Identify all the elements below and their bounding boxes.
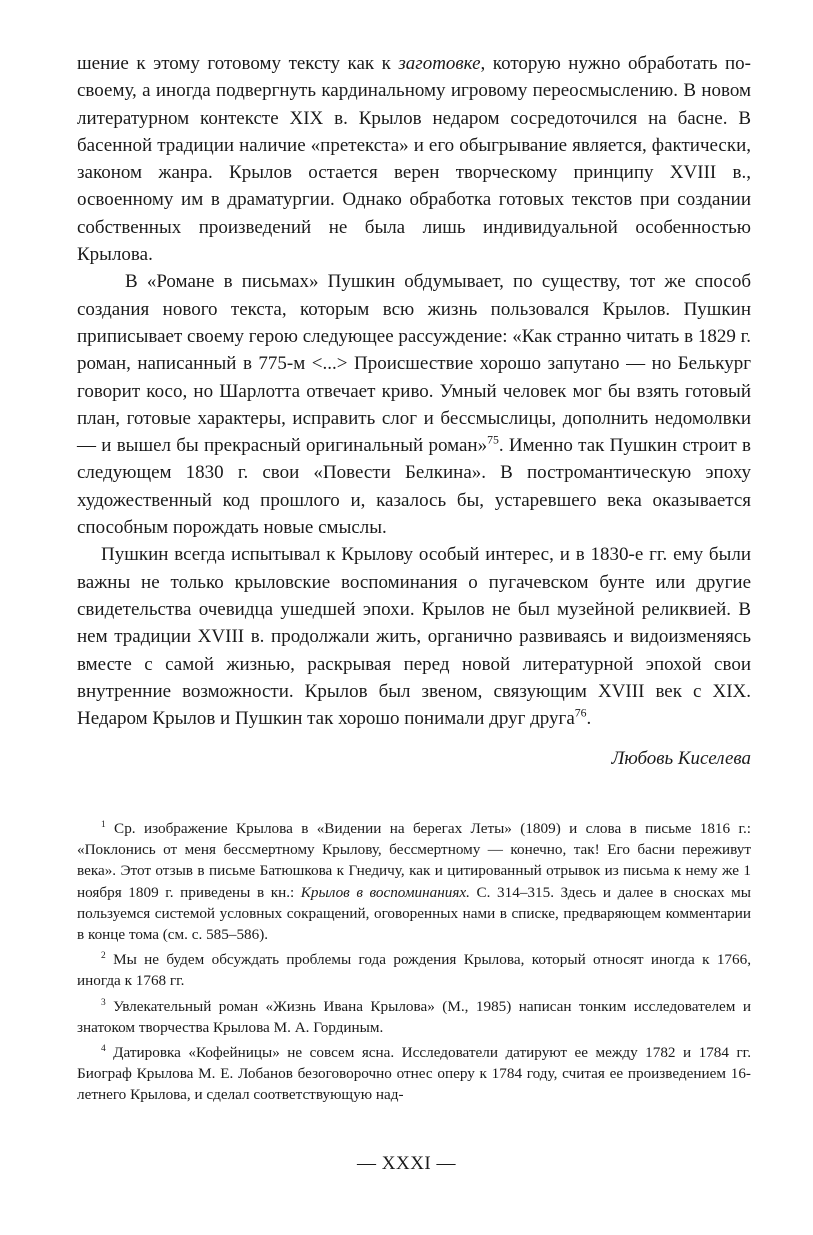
footnotes — [77, 818, 751, 1110]
footnote-1: $^1$ Ср. изображение Крылова в «Видении на берегах Леты» (1809) и слова в письме 1816 г.: «Поклонись от меня бессмертному Крылову, бессмертному — конечно, так! Его басни переживут века». Этот отзыв в письме Батюшкова к Гнедичу, как и цитированный отрывок из письма к нему же 1 ноября 1809 г. приведены в кн.: Крылов в воспоминаниях. С. 314–315. Здесь и далее в сносках мы пользуемся системой условных сокращений, оговоренных нами в списке, предваряющем комментарии в конце тома (см. с. 585–586). — [77, 819, 751, 944]
paragraph-2: В «Романе в письмах» Пушкин обдумывает, по существу, тот же способ создания нового текста, которым всю жизнь пользовался Крылов. Пушкин приписывает своему герою следующее рассуждение: «Как странно читать в 1829 г. роман, написанный в 775-м <...> Происшествие хорошо запутано — но Белькург говорит косо, но Шарлотта отвечает криво. Умный человек мог бы взять готовый план, готовые характеры, исправить слог и бессмыслицы, дополнить недомолвки — и вышел бы прекрасный оригинальный роман»$^{75}$. Именно так Пушкин строит в следующем 1830 г. свои «Повести Белкина». В постромантическую эпоху художественный код прошлого и, казалось бы, устаревшего века оказывается способным порождать новые смыслы. — [77, 271, 752, 539]
paragraph-1: шение к этому готовому тексту как к заготовке, которую нужно обработать по-своему, а иногда подвергнуть кардинальному игровому переосмыслению. В новом литературном контексте XIX в. Крылов недаром сосредоточился на басне. В басенной традиции наличие «претекста» и его обыгрывание является, фактически, законом жанра. Крылов остается верен творческому принципу XVIII в., освоенному им в драматургии. Однако обработка готовых текстов при создании собственных произведений не была лишь индивидуальной особенностью Крылова. — [77, 53, 751, 266]
paragraph-3: Пушкин всегда испытывал к Крылову особый интерес, и в 1830-е гг. ему были важны не только крыловские воспоминания о пугачевском бунте или другие свидетельства очевидца ушедшей эпохи. Крылов не был музейной реликвией. В нем традиции XVIII в. продолжали жить, органично развиваясь и видоизменяясь вместе с самой жизнью, раскрывая перед новой литературной эпохой свои внутренние возможности. Крылов был звеном, связующим XVIII век с XIX. Недаром Крылов и Пушкин так хорошо понимали друг друга$^{76}$. — [77, 544, 751, 730]
page-number: — XXXI — — [357, 1153, 456, 1174]
emphasis-zagotovke: заготовке — [398, 53, 481, 74]
author-signature: Любовь Киселева — [611, 748, 751, 770]
footnote-2: $^2$ Мы не будем обсуждать проблемы года рождения Крылова, который относят иногда к 1766, иногда к 1768 гг. — [77, 951, 751, 990]
footnote-ref-75[interactable]: 75 — [487, 433, 499, 447]
footnote-4: $^4$ Датировка «Кофейницы» не совсем ясна. Исследователи датируют ее между 1782 и 1784 гг. Биограф Крылова М. Е. Лобанов безоговорочно отнес оперу к 1784 году, считая ее произведением 16-летнего Крылова, и сделал соответствующую над- — [77, 1043, 751, 1104]
footnote-ref-76[interactable]: 76 — [574, 706, 587, 720]
main-text — [77, 50, 751, 732]
footnote-3: $^3$ Увлекательный роман «Жизнь Ивана Крылова» (М., 1985) написан тонким исследователем и знатоком творчества Крылова М. А. Гординым. — [77, 997, 751, 1036]
page-content — [77, 50, 751, 772]
